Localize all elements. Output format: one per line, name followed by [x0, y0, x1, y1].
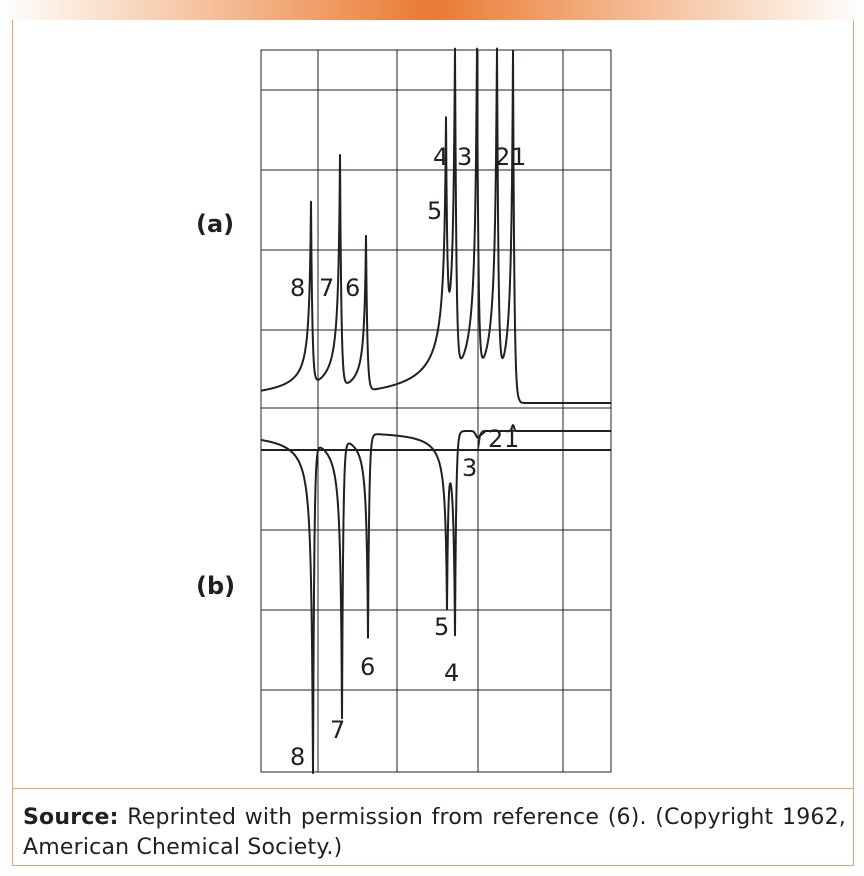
- chart-labels: [196, 143, 526, 771]
- caption-text: Reprinted with permission from reference (6). (Copyright 1962, American Chemical Society.): [23, 805, 846, 860]
- peak-label-a-7: 7: [319, 274, 335, 302]
- trace-b-line: [261, 425, 611, 773]
- peak-label-b-2: 2: [488, 425, 504, 453]
- caption-source-label: Source:: [23, 805, 119, 830]
- panel-label-b: (b): [196, 572, 236, 600]
- peak-label-b-7: 7: [330, 716, 346, 744]
- figure-caption: [23, 803, 846, 863]
- peak-label-a-3: 3: [457, 143, 473, 171]
- peak-label-a-5: 5: [427, 197, 443, 225]
- peak-label-b-8: 8: [290, 743, 306, 771]
- caption-divider: [12, 788, 854, 789]
- peak-label-b-3: 3: [462, 454, 478, 482]
- peak-label-b-1: 1: [504, 425, 520, 453]
- peak-label-b-5: 5: [434, 613, 450, 641]
- trace-a-line: [261, 49, 611, 404]
- peak-label-a-2: 2: [495, 143, 511, 171]
- peak-label-b-6: 6: [360, 653, 376, 681]
- peak-label-a-4: 4: [433, 143, 449, 171]
- peak-label-a-8: 8: [290, 274, 306, 302]
- peak-label-a-6: 6: [345, 274, 361, 302]
- peak-label-a-1: 1: [511, 143, 527, 171]
- panel-label-a: (a): [196, 210, 235, 238]
- peak-label-b-4: 4: [444, 659, 460, 687]
